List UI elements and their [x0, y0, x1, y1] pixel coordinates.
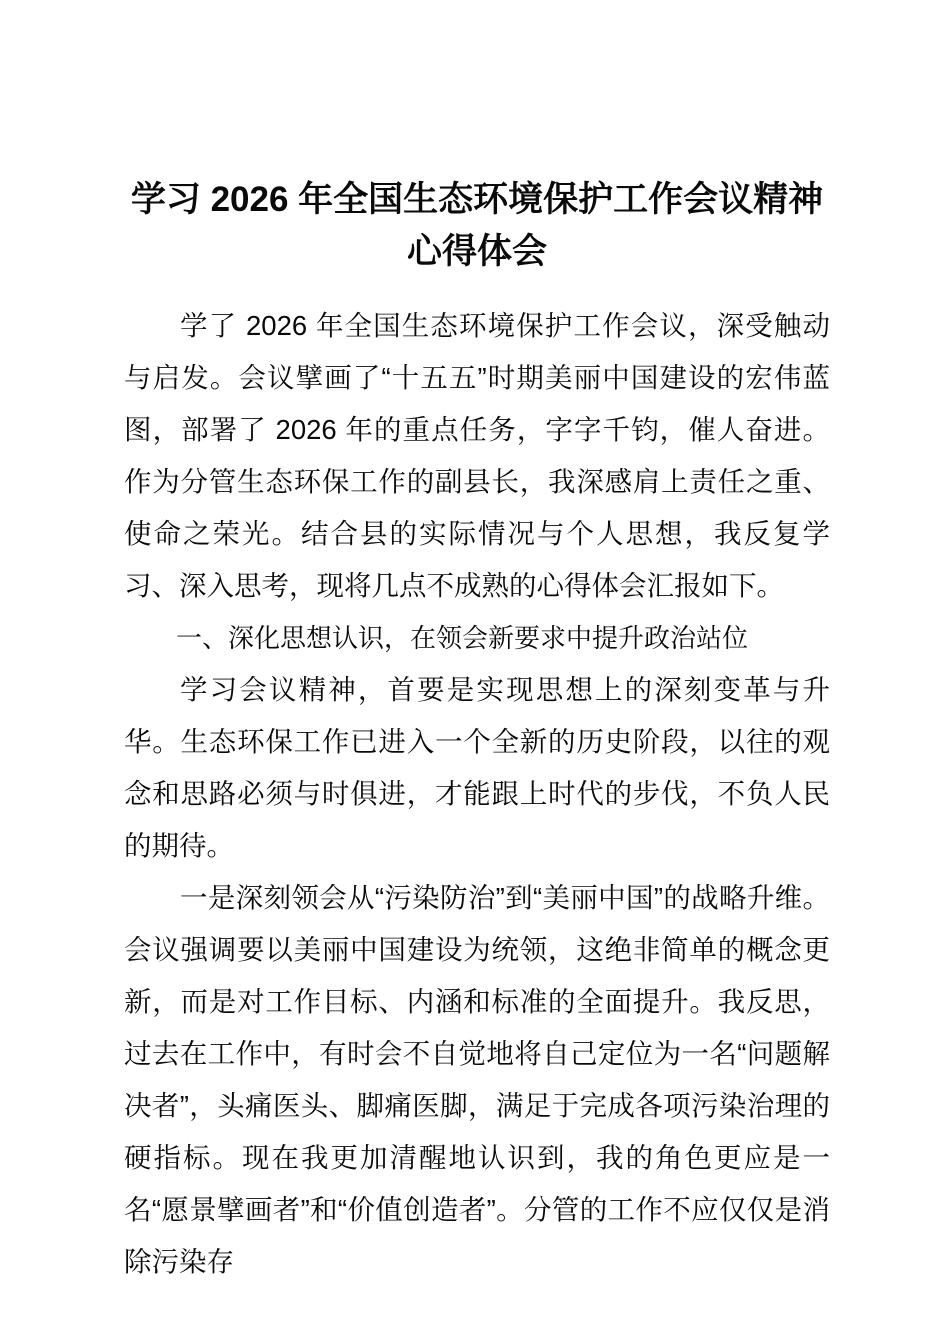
document-body: [124, 300, 830, 1288]
document-content-column: [124, 0, 830, 1288]
title-text-line-1: 学习 2026 年全国生态环境保护工作会议精神: [130, 180, 824, 219]
document-title: [124, 0, 830, 278]
section-1-lead-paragraph: 学习会议精神，首要是实现思想上的深刻变革与升华。生态环保工作已进入一个全新的历史阶段，以往的观念和思路必须与时俱进，才能跟上时代的步伐，不负人民的期待。: [124, 674, 830, 861]
intro-paragraph: 学了 2026 年全国生态环境保护工作会议，深受触动与启发。会议擘画了“十五五”时期美丽中国建设的宏伟蓝图，部署了 2026 年的重点任务，字字千钧，催人奋进。作为分管生态环保工作的副县长，我深感肩上责任之重、使命之荣光。结合县的实际情况与个人思想，我反复学习、深入思考，现将几点不成熟的心得体会汇报如下。: [124, 310, 830, 601]
section-heading-1: 一、深化思想认识，在领会新要求中提升政治站位: [176, 623, 749, 653]
section-1-point-1-paragraph: 一是深刻领会从“污染防治”到“美丽中国”的战略升维。会议强调要以美丽中国建设为统领，这绝非简单的概念更新，而是对工作目标、内涵和标准的全面提升。我反思，过去在工作中，有时会不自觉地将自己定位为一名“问题解决者”，头痛医头、脚痛医脚，满足于完成各项污染治理的硬指标。现在我更加清醒地认识到，我的角色更应是一名“愿景擘画者”和“价值创造者”。分管的工作不应仅仅是消除污染存: [124, 882, 830, 1277]
title-text-line-2: 心得体会: [406, 232, 547, 271]
